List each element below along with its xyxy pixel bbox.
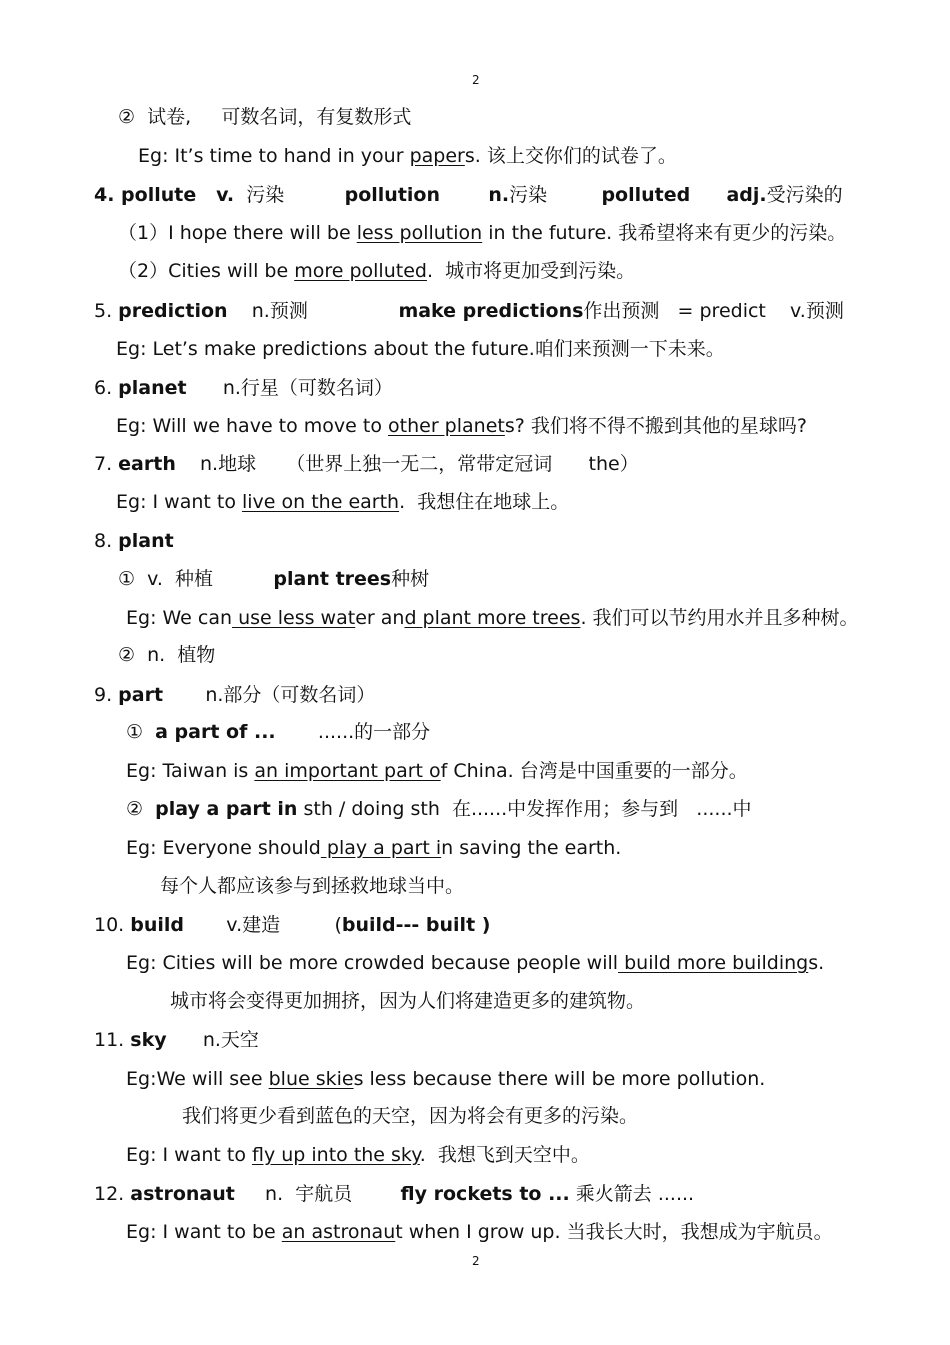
part-example-1-segment: Eg: Taiwan is — [126, 760, 255, 782]
build-example-segment: s. — [808, 952, 825, 974]
part-phrase-2 — [126, 797, 752, 821]
entry-planet-segment: 6. — [94, 377, 119, 399]
entry-sky-segment: sky — [130, 1029, 167, 1051]
plant-example-segment: er an — [355, 607, 405, 629]
sky-example-2-segment: fly up into the sky — [251, 1144, 420, 1166]
entry-prediction — [94, 299, 844, 323]
sky-example-2-segment: . 我想飞到天空中。 — [419, 1144, 590, 1166]
pollute-example-2-segment: more polluted — [294, 260, 427, 282]
entry-build — [94, 913, 490, 937]
plant-meaning-2 — [118, 643, 215, 667]
pollute-example-1 — [118, 221, 846, 245]
build-example-segment: Eg: Cities will be more crowded because people will — [126, 952, 619, 974]
plant-example — [126, 606, 859, 630]
entry-planet-segment: planet — [118, 377, 187, 399]
build-example-translation-segment: 城市将会变得更加拥挤，因为人们将建造更多的建筑物。 — [170, 990, 646, 1012]
entry-pollute-segment: polluted — [601, 184, 691, 206]
entry-pollute-segment — [440, 184, 488, 206]
sky-example-1-translation — [182, 1104, 638, 1128]
astronaut-example-segment: an astronau — [281, 1221, 396, 1243]
entry-sky — [94, 1028, 259, 1052]
entry-pollute-segment: adj. — [726, 184, 767, 206]
entry-plant — [94, 529, 174, 553]
part-example-2-segment: Eg: Everyone should — [126, 837, 321, 859]
entry-part — [94, 683, 375, 707]
plant-example-segment: Eg: We can — [126, 607, 233, 629]
part-example-1-segment: an important part o — [254, 760, 441, 782]
plant-meaning-1 — [118, 567, 429, 591]
earth-example — [116, 490, 569, 514]
plant-example-segment: use less wat — [232, 607, 356, 629]
sky-example-1-segment: s less because there will be more pollution. — [353, 1068, 766, 1090]
entry-prediction-segment: n.预测 — [227, 300, 399, 322]
page-number-top: 2 — [472, 73, 480, 87]
prediction-example — [116, 337, 725, 361]
entry-build-segment: build — [130, 914, 185, 936]
part-example-2 — [126, 836, 621, 860]
pollute-example-1-segment: less pollution — [356, 222, 483, 244]
sky-example-2-segment: Eg: I want to — [126, 1144, 252, 1166]
entry-astronaut-segment: astronaut — [130, 1183, 235, 1205]
entry-planet — [94, 376, 393, 400]
entry-build-segment: v.建造 ( — [184, 914, 342, 936]
entry-pollute-segment: 4. pollute v. — [94, 184, 235, 206]
part-example-2-translation-segment: 每个人都应该参与到拯救地球当中。 — [160, 875, 465, 897]
paper-example-segment: Eg: It’s time to hand in your — [138, 145, 410, 167]
part-phrase-1-segment: ......的一部分 — [275, 721, 431, 743]
entry-astronaut-segment: 12. — [94, 1183, 131, 1205]
entry-planet-segment: n.行星（可数名词） — [186, 377, 393, 399]
entry-pollute-segment — [690, 184, 726, 206]
entry-pollute-segment: 受污染的 — [766, 184, 843, 206]
paper-meaning-2-segment: ② 试卷, 可数名词，有复数形式 — [118, 106, 412, 128]
planet-example — [116, 414, 807, 438]
pollute-example-2 — [118, 259, 635, 283]
entry-astronaut — [94, 1182, 694, 1206]
sky-example-1-segment: Eg:We will see — [126, 1068, 269, 1090]
entry-part-segment: part — [118, 684, 164, 706]
page-number-bottom: 2 — [472, 1254, 480, 1268]
part-phrase-2-segment: ② — [126, 798, 156, 820]
entry-astronaut-segment: n. 宇航员 — [234, 1183, 401, 1205]
astronaut-example-segment: Eg: I want to be — [126, 1221, 282, 1243]
pollute-example-2-segment: . 城市将更加受到污染。 — [426, 260, 636, 282]
entry-pollute — [94, 183, 843, 207]
paper-example-segment: paper — [409, 145, 465, 167]
entry-build-segment: 10. — [94, 914, 131, 936]
plant-meaning-1-segment: 种树 — [391, 568, 430, 590]
plant-meaning-2-segment: ② n. 植物 — [118, 644, 216, 666]
build-example — [126, 951, 824, 975]
entry-earth — [94, 452, 639, 476]
plant-meaning-1-segment: ① v. 种植 — [118, 568, 274, 590]
part-phrase-2-segment: play a part in — [155, 798, 298, 820]
planet-example-segment: Eg: Will we have to move to — [116, 415, 389, 437]
entry-part-segment: 9. — [94, 684, 119, 706]
entry-pollute-segment: pollution — [344, 184, 440, 206]
planet-example-segment: other planet — [388, 415, 505, 437]
sky-example-1 — [126, 1067, 765, 1091]
entry-pollute-segment: 污染 — [509, 184, 602, 206]
sky-example-2 — [126, 1143, 590, 1167]
sky-example-1-segment: blue skie — [268, 1068, 354, 1090]
entry-prediction-segment: make predictions — [398, 300, 584, 322]
earth-example-segment: . 我想住在地球上。 — [399, 491, 570, 513]
entry-pollute-segment: 污染 — [234, 184, 345, 206]
plant-meaning-1-segment: plant trees — [273, 568, 392, 590]
part-phrase-1-segment: a part of ... — [155, 721, 276, 743]
earth-example-segment: Eg: I want to — [116, 491, 242, 513]
entry-sky-segment: n.天空 — [166, 1029, 259, 1051]
part-phrase-1-segment: ① — [126, 721, 156, 743]
build-example-translation — [170, 989, 645, 1013]
astronaut-example — [126, 1220, 833, 1244]
astronaut-example-segment: t when I grow up. 当我长大时，我想成为宇航员。 — [395, 1221, 833, 1243]
entry-astronaut-segment: 乘火箭去 ...... — [569, 1183, 695, 1205]
entry-build-segment: build--- built ) — [341, 914, 491, 936]
entry-plant-segment: plant — [118, 530, 174, 552]
pollute-example-1-segment: （1）I hope there will be — [118, 222, 357, 244]
part-phrase-1 — [126, 720, 430, 744]
sky-example-1-translation-segment: 我们将更少看到蓝色的天空，因为将会有更多的污染。 — [182, 1105, 639, 1127]
build-example-segment: build more building — [618, 952, 809, 974]
entry-earth-segment: 7. — [94, 453, 119, 475]
paper-meaning-2 — [118, 105, 411, 129]
part-example-2-translation — [160, 874, 464, 898]
entry-earth-segment: earth — [118, 453, 176, 475]
paper-example-segment: s. 该上交你们的试卷了。 — [464, 145, 677, 167]
part-example-2-segment: play a part i — [320, 837, 442, 859]
entry-prediction-segment: prediction — [118, 300, 228, 322]
plant-example-segment: d plant more trees — [404, 607, 581, 629]
part-phrase-2-segment: sth / doing sth 在......中发挥作用；参与到 ......中 — [297, 798, 752, 820]
entry-astronaut-segment: fly rockets to ... — [400, 1183, 570, 1205]
entry-plant-segment: 8. — [94, 530, 119, 552]
entry-part-segment: n.部分（可数名词） — [163, 684, 376, 706]
entry-prediction-segment: 作出预测 = predict v.预测 — [583, 300, 844, 322]
paper-example — [138, 144, 677, 168]
entry-pollute-segment: n. — [488, 184, 510, 206]
part-example-1-segment: f China. 台湾是中国重要的一部分。 — [440, 760, 748, 782]
pollute-example-1-segment: in the future. 我希望将来有更少的污染。 — [482, 222, 847, 244]
prediction-example-segment: Eg: Let’s make predictions about the future.咱们来预测一下未来。 — [116, 338, 725, 360]
earth-example-segment: live on the earth — [241, 491, 400, 513]
entry-sky-segment: 11. — [94, 1029, 131, 1051]
part-example-2-segment: n saving the earth. — [441, 837, 622, 859]
planet-example-segment: s? 我们将不得不搬到其他的星球吗? — [504, 415, 807, 437]
entry-earth-segment: n.地球 （世界上独一无二，常带定冠词 the） — [175, 453, 639, 475]
plant-example-segment: . 我们可以节约用水并且多种树。 — [580, 607, 859, 629]
pollute-example-2-segment: （2）Cities will be — [118, 260, 295, 282]
entry-prediction-segment: 5. — [94, 300, 119, 322]
part-example-1 — [126, 759, 748, 783]
